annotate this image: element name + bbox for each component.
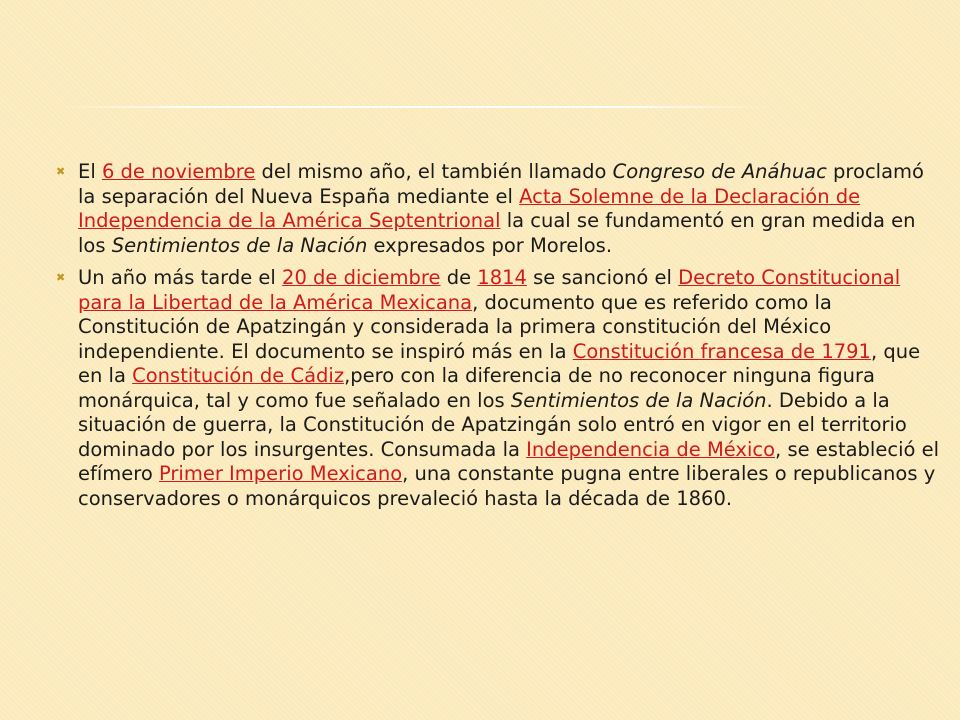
text-run: El: [78, 160, 102, 183]
italic-sentimientos-de-la-nacion: Sentimientos de la Nación: [510, 388, 767, 412]
text-run: proclamó la separación del Nueva España mediante el: [78, 160, 924, 208]
bullet-paragraph-1: [48, 160, 940, 258]
text-run: Un año más tarde el: [78, 266, 283, 289]
italic-congreso-de-anahuac: Congreso de Anáhuac: [612, 160, 827, 183]
text-run: ,pero con la diferencia de no reconocer ninguna figura monárquica, tal y como fue señalado en los: [78, 364, 875, 412]
text-run: de: [440, 266, 478, 289]
x-mark-icon: ✖: [56, 165, 66, 178]
link-1814[interactable]: 1814: [477, 266, 527, 289]
text-run: expresados por Morelos.: [367, 233, 613, 257]
text-run: , documento que es referido como la Constitución de Apatzingán y considerada la primera constitución del México independiente. El documento se inspiró más en la: [78, 290, 832, 363]
text-run: , que en la: [78, 339, 921, 387]
link-constitucion-de-cadiz[interactable]: Constitución de Cádiz: [132, 364, 345, 387]
text-run: . Debido a la situación de guerra, la Constitución de Apatzingán solo entró en vigor en el territorio dominado por los insurgentes. Consumada la: [78, 388, 907, 461]
text-run: la cual se fundamentó en gran medida en los: [78, 209, 916, 257]
link-decreto-constitucional[interactable]: Decreto Constitucional para la Libertad de la América Mexicana: [78, 266, 901, 314]
link-20-de-diciembre[interactable]: 20 de diciembre: [282, 266, 441, 289]
text-run: se sancionó el: [526, 266, 679, 289]
x-mark-icon: ✖: [56, 271, 66, 284]
slide-content: [48, 160, 940, 519]
bullet-paragraph-2: [48, 266, 940, 511]
header-divider: [62, 106, 772, 108]
link-independencia-de-mexico[interactable]: Independencia de México: [526, 437, 776, 461]
text-run: , se estableció el efímero: [78, 437, 940, 485]
text-run: del mismo año, el también llamado: [255, 160, 613, 183]
link-constitucion-francesa-1791[interactable]: Constitución francesa de 1791: [572, 339, 871, 363]
italic-sentimientos-de-la-nacion: Sentimientos de la Nación: [111, 233, 368, 257]
link-acta-solemne[interactable]: Acta Solemne de la Declaración de Independencia de la América Septentrional: [78, 184, 861, 232]
link-6-de-noviembre[interactable]: 6 de noviembre: [101, 160, 256, 183]
link-primer-imperio-mexicano[interactable]: Primer Imperio Mexicano: [159, 462, 403, 485]
text-run: , una constante pugna entre liberales o republicanos y conservadores o monárquicos prevaleció hasta la década de 1860.: [78, 462, 936, 510]
